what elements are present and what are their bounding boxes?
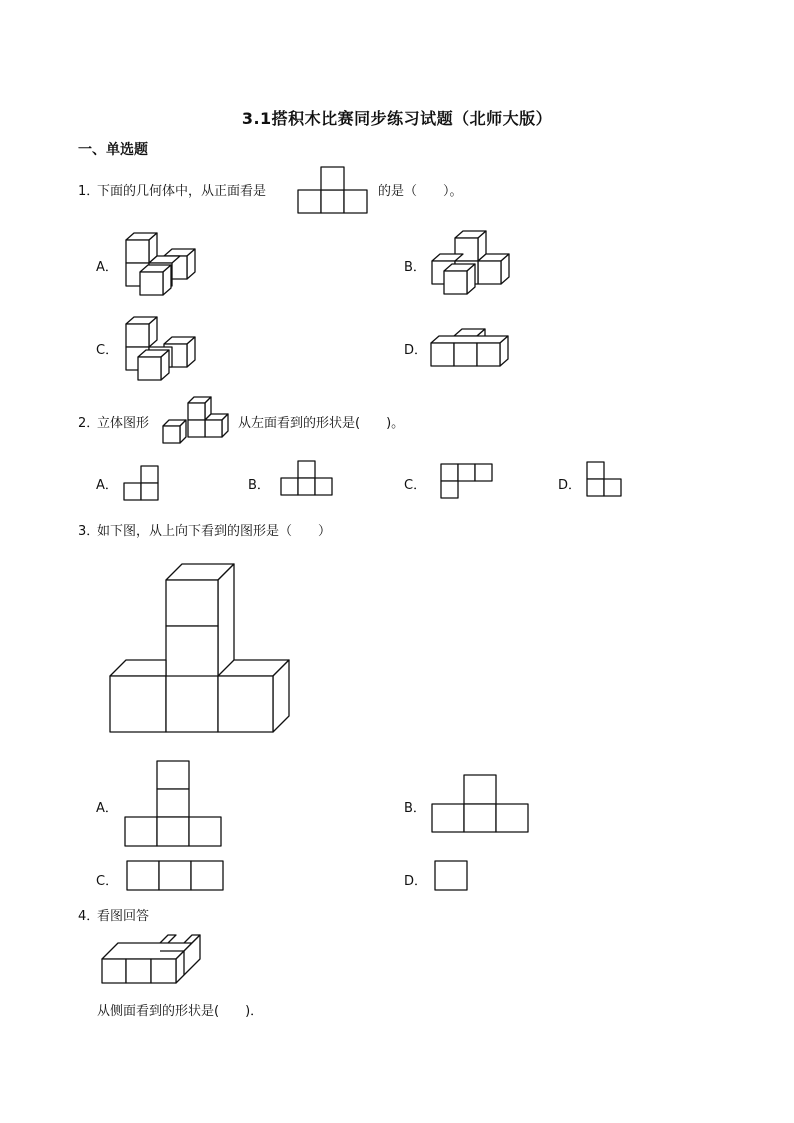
question-3-prompt: 如下图，从上向下看到的图形是（ ）	[97, 524, 332, 539]
question-1-suffix: 的是（ ）。	[378, 184, 463, 199]
question-2-prompt: 立体图形	[97, 416, 150, 431]
q1-option-a-label[interactable]: A．	[96, 260, 118, 275]
q1-option-c-label[interactable]: C．	[96, 343, 119, 358]
q4-cubes-figure	[100, 932, 204, 986]
page-title: 3.1搭积木比赛同步练习试题（北师大版）	[241, 109, 553, 128]
q3-stacked-cubes-figure	[108, 563, 292, 737]
q3-option-d-label[interactable]: D．	[404, 874, 428, 889]
q2-solid-figure	[160, 393, 236, 445]
question-1-number: 1．	[78, 184, 100, 199]
q2-option-a-label[interactable]: A．	[96, 478, 118, 493]
q3-option-c-label[interactable]: C．	[96, 874, 119, 889]
question-4-prompt: 看图回答	[97, 909, 150, 924]
q3-option-b-figure[interactable]	[431, 774, 531, 834]
question-4-number: 4．	[78, 909, 100, 924]
q3-option-c-figure[interactable]	[126, 860, 226, 893]
q3-option-d-figure[interactable]	[434, 860, 470, 893]
question-2-suffix: 从左面看到的形状是( )。	[238, 416, 405, 431]
q1-option-b-figure[interactable]	[428, 230, 513, 298]
question-1-prompt: 下面的几何体中，从正面看是	[97, 184, 267, 199]
q3-option-a-label[interactable]: A．	[96, 801, 118, 816]
q2-option-d-label[interactable]: D．	[558, 478, 582, 493]
question-4-subprompt: 从侧面看到的形状是( )．	[97, 1004, 264, 1019]
q1-option-b-label[interactable]: B．	[404, 260, 426, 275]
q2-option-a-figure[interactable]	[122, 465, 162, 501]
section-heading: 一、单选题	[78, 142, 148, 158]
q1-option-d-figure[interactable]	[428, 324, 514, 370]
q2-option-b-figure[interactable]	[280, 460, 336, 496]
q3-option-b-label[interactable]: B．	[404, 801, 426, 816]
q2-option-d-figure[interactable]	[586, 461, 626, 497]
q2-option-c-label[interactable]: C．	[404, 478, 427, 493]
q3-option-a-figure[interactable]	[124, 760, 224, 848]
q1-option-d-label[interactable]: D．	[404, 343, 428, 358]
q2-option-c-figure[interactable]	[440, 463, 496, 499]
question-3-number: 3．	[78, 524, 100, 539]
q1-front-view-figure	[298, 166, 370, 214]
q1-option-c-figure[interactable]	[122, 314, 207, 382]
q1-option-a-figure[interactable]	[122, 232, 207, 298]
q2-option-b-label[interactable]: B．	[248, 478, 270, 493]
question-2-number: 2．	[78, 416, 100, 431]
